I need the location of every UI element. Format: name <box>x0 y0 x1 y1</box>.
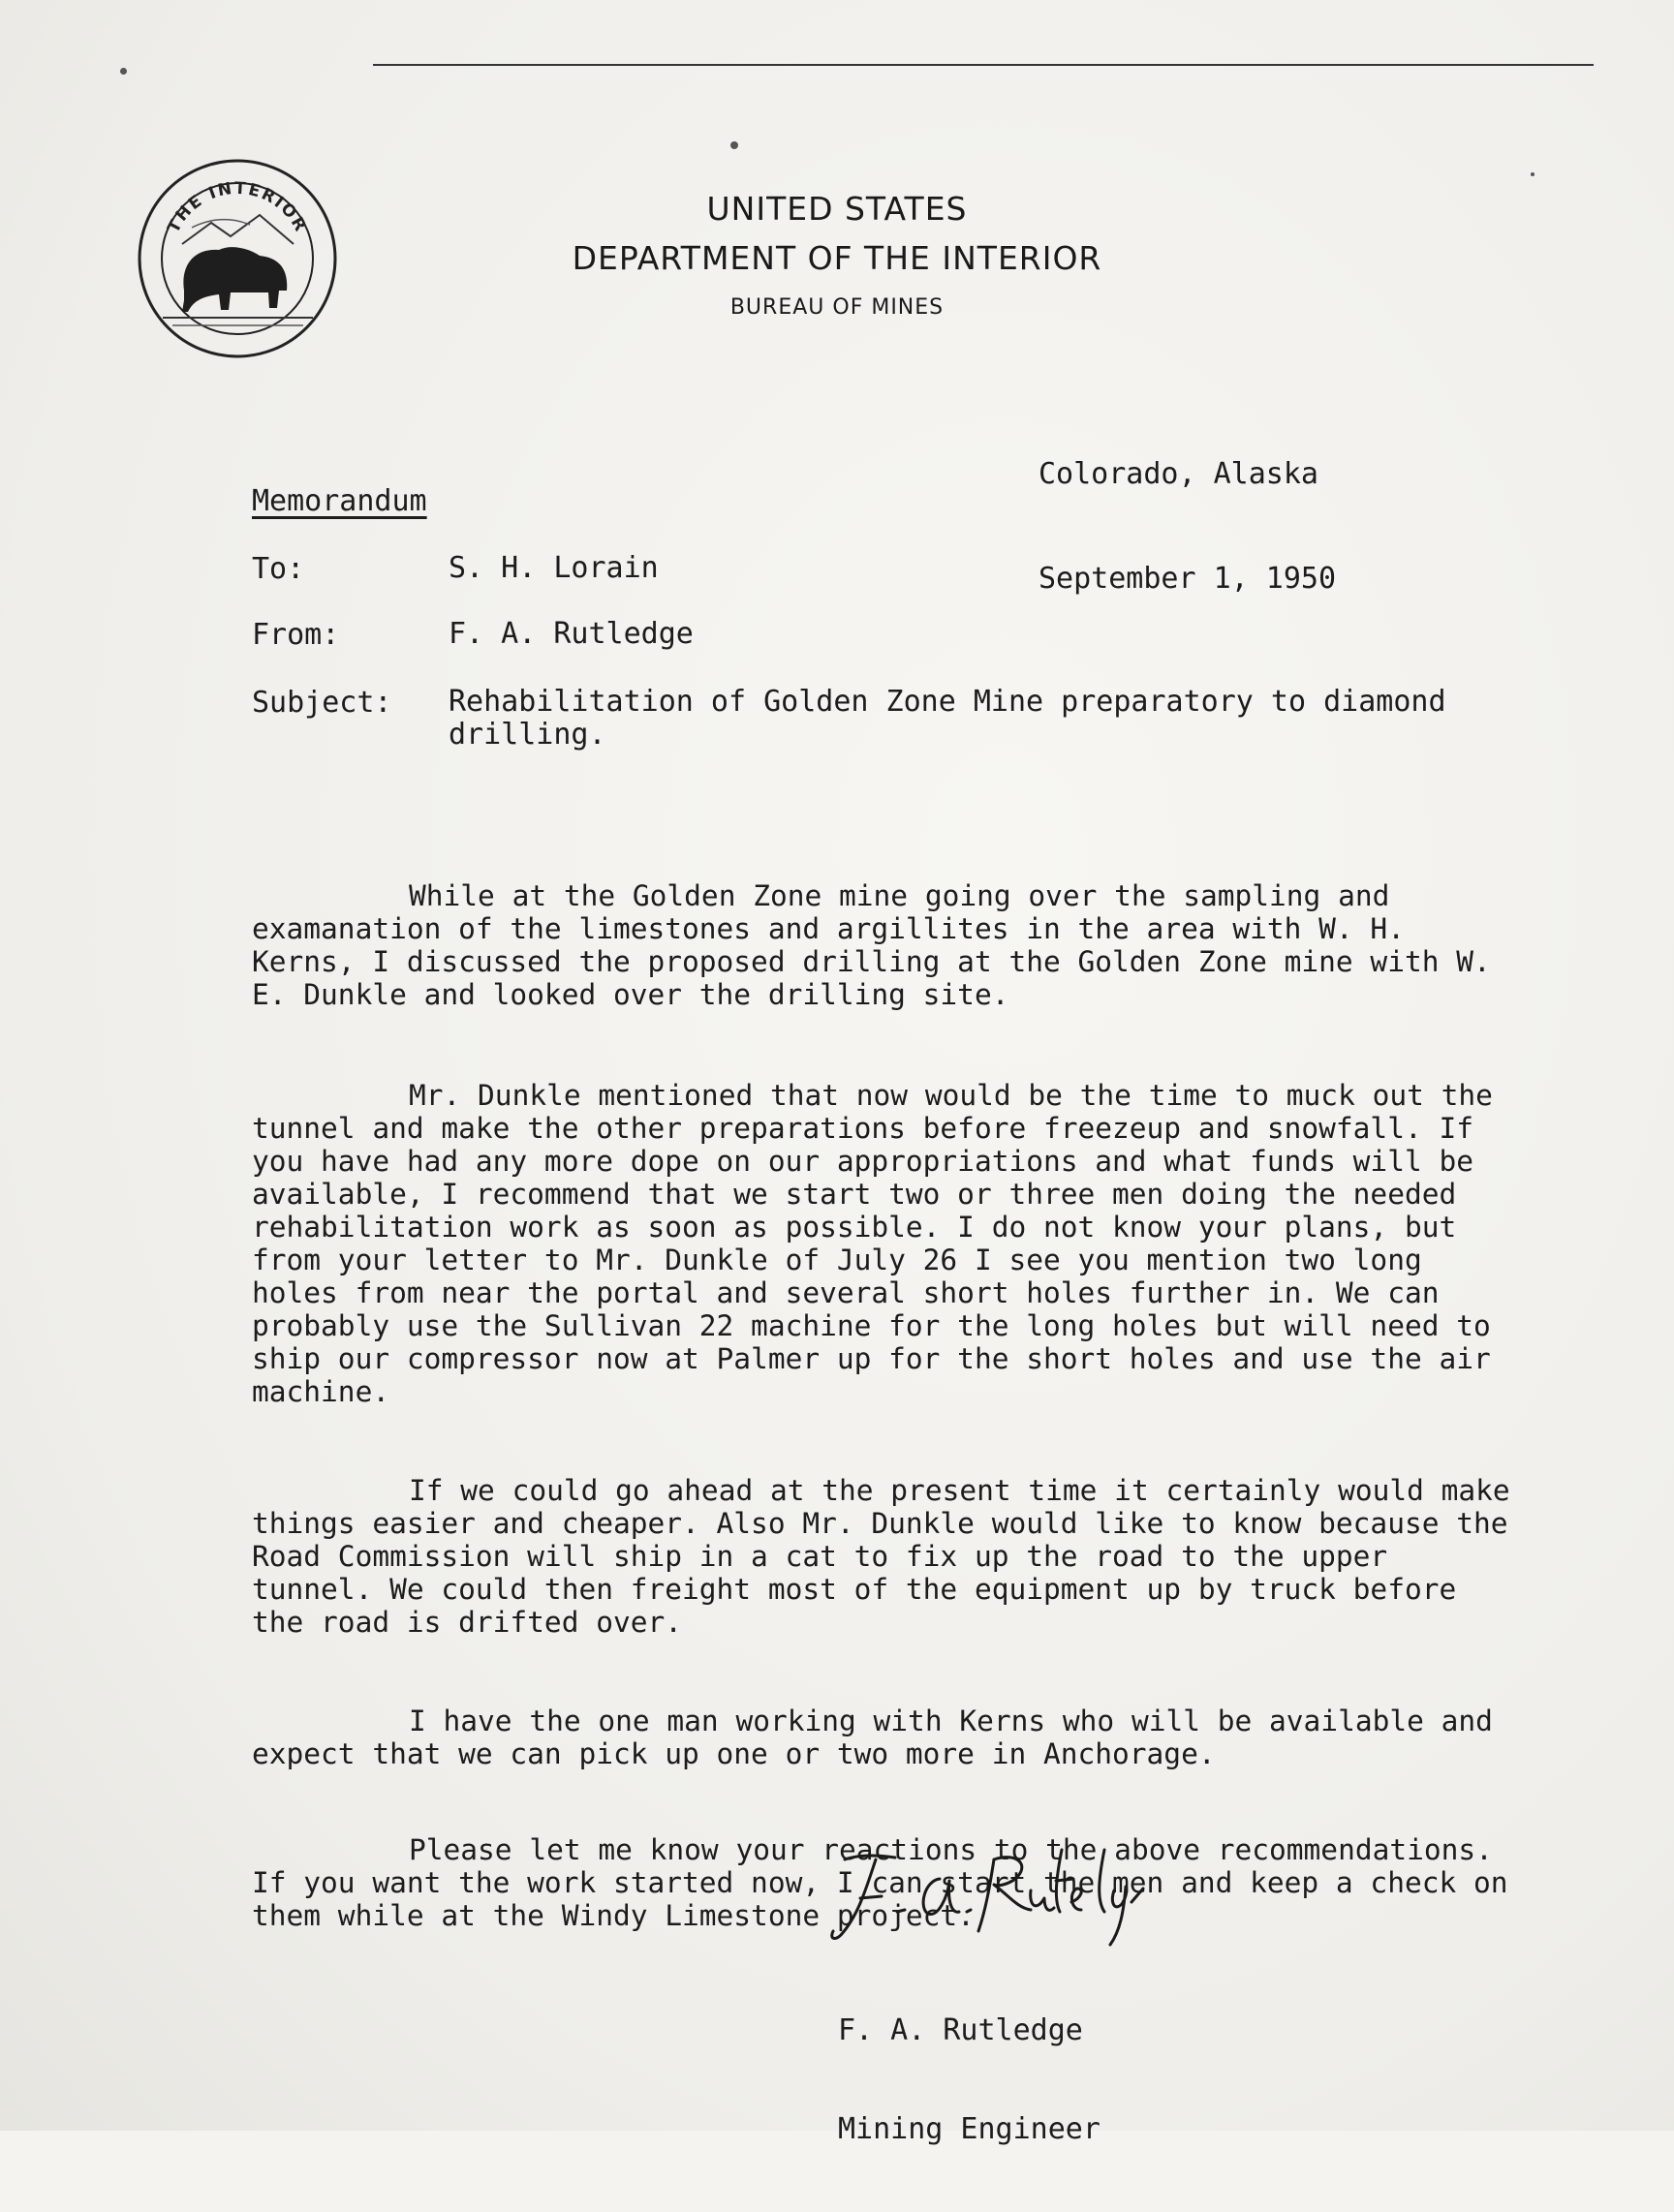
paragraph-text: While at the Golden Zone mine going over the sampling and examanation of the limestones and argillites in the area with W. H. Kerns, I discussed the proposed drilling at the Golden Zone mine with W. E. Dunkle and looked over the drilling site. <box>252 879 1491 1011</box>
to-value: S. H. Lorain <box>449 551 659 585</box>
to-label: To: <box>252 552 305 586</box>
letterhead-line-2: DEPARTMENT OF THE INTERIOR <box>572 239 1102 277</box>
paragraph-text: Mr. Dunkle mentioned that now would be the time to muck out the tunnel and make the other preparations before freezeup and snowfall. If you have had any more dope on our appropriations and what funds will be available, I recommend that we start two or three men doing the needed rehabilitation work as soon as possible. I do not know your plans, but from your letter to Mr. Dunkle of July 26 I see you mention two long holes from near the portal and several short holes further in. We can probably use the Sullivan 22 machine for the long holes but will need to ship our compressor now at Palmer up for the short holes and use the air machine. <box>252 1079 1493 1408</box>
date: September 1, 1950 <box>1038 562 1337 596</box>
scan-speck <box>730 141 738 149</box>
place: Colorado, Alaska <box>1038 457 1318 491</box>
memo-label: Memorandum <box>252 484 427 518</box>
seal-text: THE INTERIOR <box>164 178 311 236</box>
from-label: From: <box>252 618 340 652</box>
scan-speck <box>120 68 127 75</box>
subject-field <box>252 685 1446 821</box>
handwritten-signature <box>823 1830 1153 1956</box>
scan-speck <box>1531 172 1534 176</box>
letterhead-line-3: BUREAU OF MINES <box>729 295 945 320</box>
subject-label: Subject: <box>252 686 392 720</box>
subject-value: Rehabilitation of Golden Zone Mine preparatory to diamond drilling. <box>449 685 1446 752</box>
from-value: F. A. Rutledge <box>449 617 694 651</box>
date-block <box>1038 387 1336 666</box>
paragraph-text: If we could go ahead at the present time it certainly would make things easier and cheaper. Also Mr. Dunkle would like to know because the Road Commission will ship in a cat to fix up the road to the upper tunnel. We could then freight most of the equipment up by truck before the road is drifted over. <box>252 1474 1510 1639</box>
top-rule <box>373 64 1594 66</box>
paragraph-text: Please let me know your reactions to the above recommendations. If you want the work started now, I can start the men and keep a check on them while at the Windy Limestone project. <box>252 1833 1508 1932</box>
signature-block <box>838 1949 1100 2212</box>
paragraph-text: I have the one man working with Kerns who will be available and expect that we can pick up one or two more in Anchorage. <box>252 1705 1493 1770</box>
signer-name: F. A. Rutledge <box>838 2013 1083 2047</box>
letterhead-line-1: UNITED STATES <box>706 190 968 228</box>
signer-title: Mining Engineer <box>838 2112 1100 2146</box>
